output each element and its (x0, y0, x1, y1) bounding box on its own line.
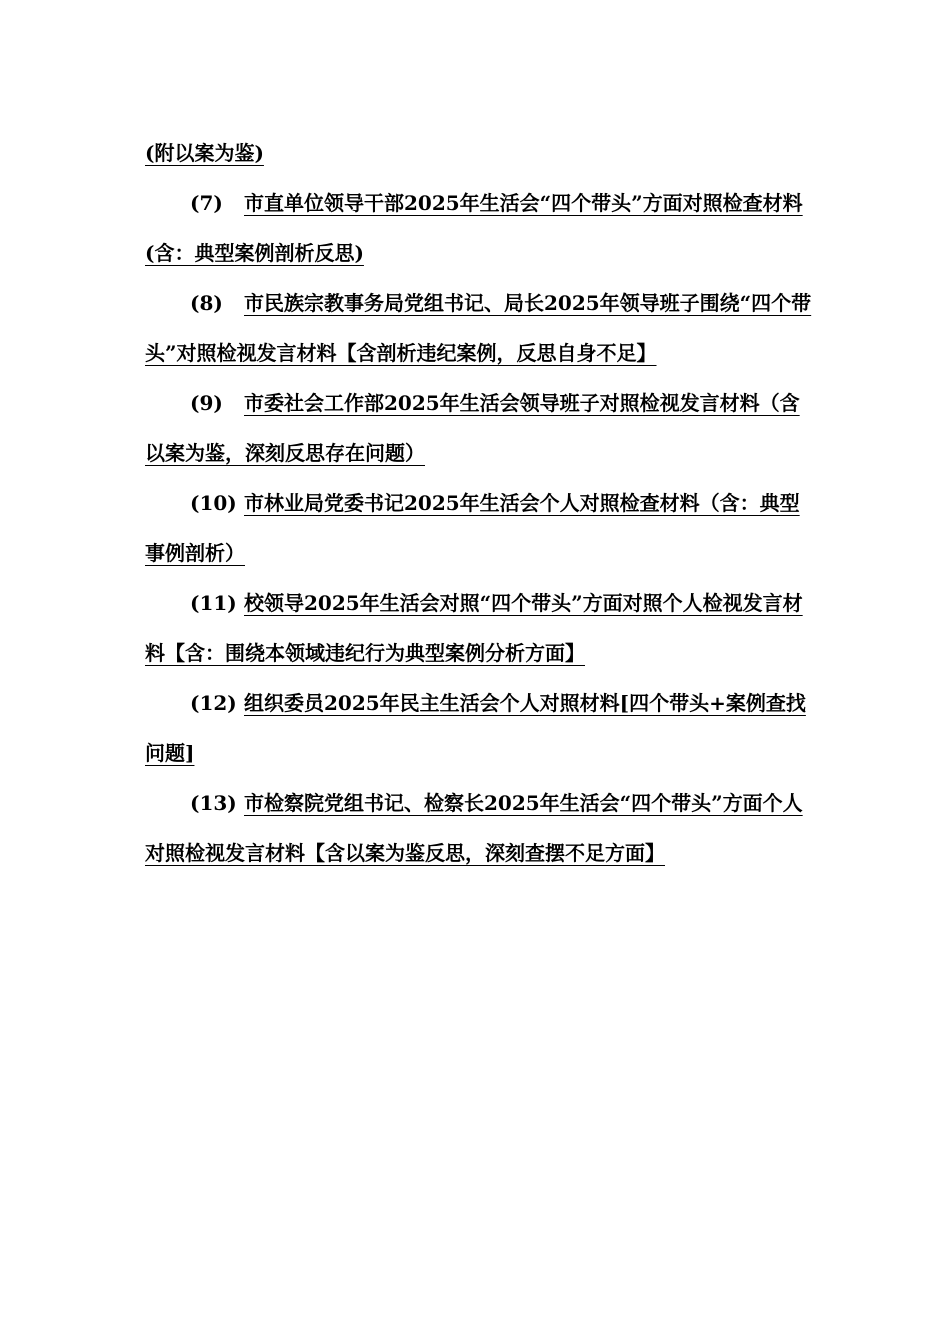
list-item-10 (145, 478, 815, 578)
item-link-13[interactable]: 市检察院党组书记、检察长2025年生活会“四个带头”方面个人对照检视发言材料【含以案为鉴反思，深刻查摆不足方面】 (145, 791, 803, 865)
item-link-12[interactable]: 组织委员2025年民主生活会个人对照材料[四个带头+案例查找问题] (145, 691, 806, 765)
list-item-11 (145, 578, 815, 678)
item-number: (9) (190, 391, 223, 415)
item-number: (7) (190, 191, 223, 215)
item-number: (13) (190, 791, 237, 815)
document-body (145, 128, 815, 878)
list-item-7 (145, 178, 815, 278)
item-number: (12) (190, 691, 237, 715)
continuation-line (145, 128, 815, 178)
item-link-7[interactable]: 市直单位领导干部2025年生活会“四个带头”方面对照检查材料(含：典型案例剖析反思) (145, 191, 803, 265)
item-link-8[interactable]: 市民族宗教事务局党组书记、局长2025年领导班子围绕“四个带头”对照检视发言材料【含剖析违纪案例，反思自身不足】 (145, 291, 812, 365)
item-link-11[interactable]: 校领导2025年生活会对照“四个带头”方面对照个人检视发言材料【含：围绕本领域违纪行为典型案例分析方面】 (145, 591, 803, 665)
item-number: (8) (190, 291, 223, 315)
list-item-12 (145, 678, 815, 778)
item-link-10[interactable]: 市林业局党委书记2025年生活会个人对照检查材料（含：典型事例剖析） (145, 491, 800, 565)
list-item-9 (145, 378, 815, 478)
list-item-13 (145, 778, 815, 878)
list-item-8 (145, 278, 815, 378)
item-number: (10) (190, 491, 237, 515)
item-number: (11) (190, 591, 237, 615)
item-link-9[interactable]: 市委社会工作部2025年生活会领导班子对照检视发言材料（含以案为鉴，深刻反思存在问题） (145, 391, 800, 465)
continuation-link[interactable]: (附以案为鉴) (145, 141, 264, 165)
